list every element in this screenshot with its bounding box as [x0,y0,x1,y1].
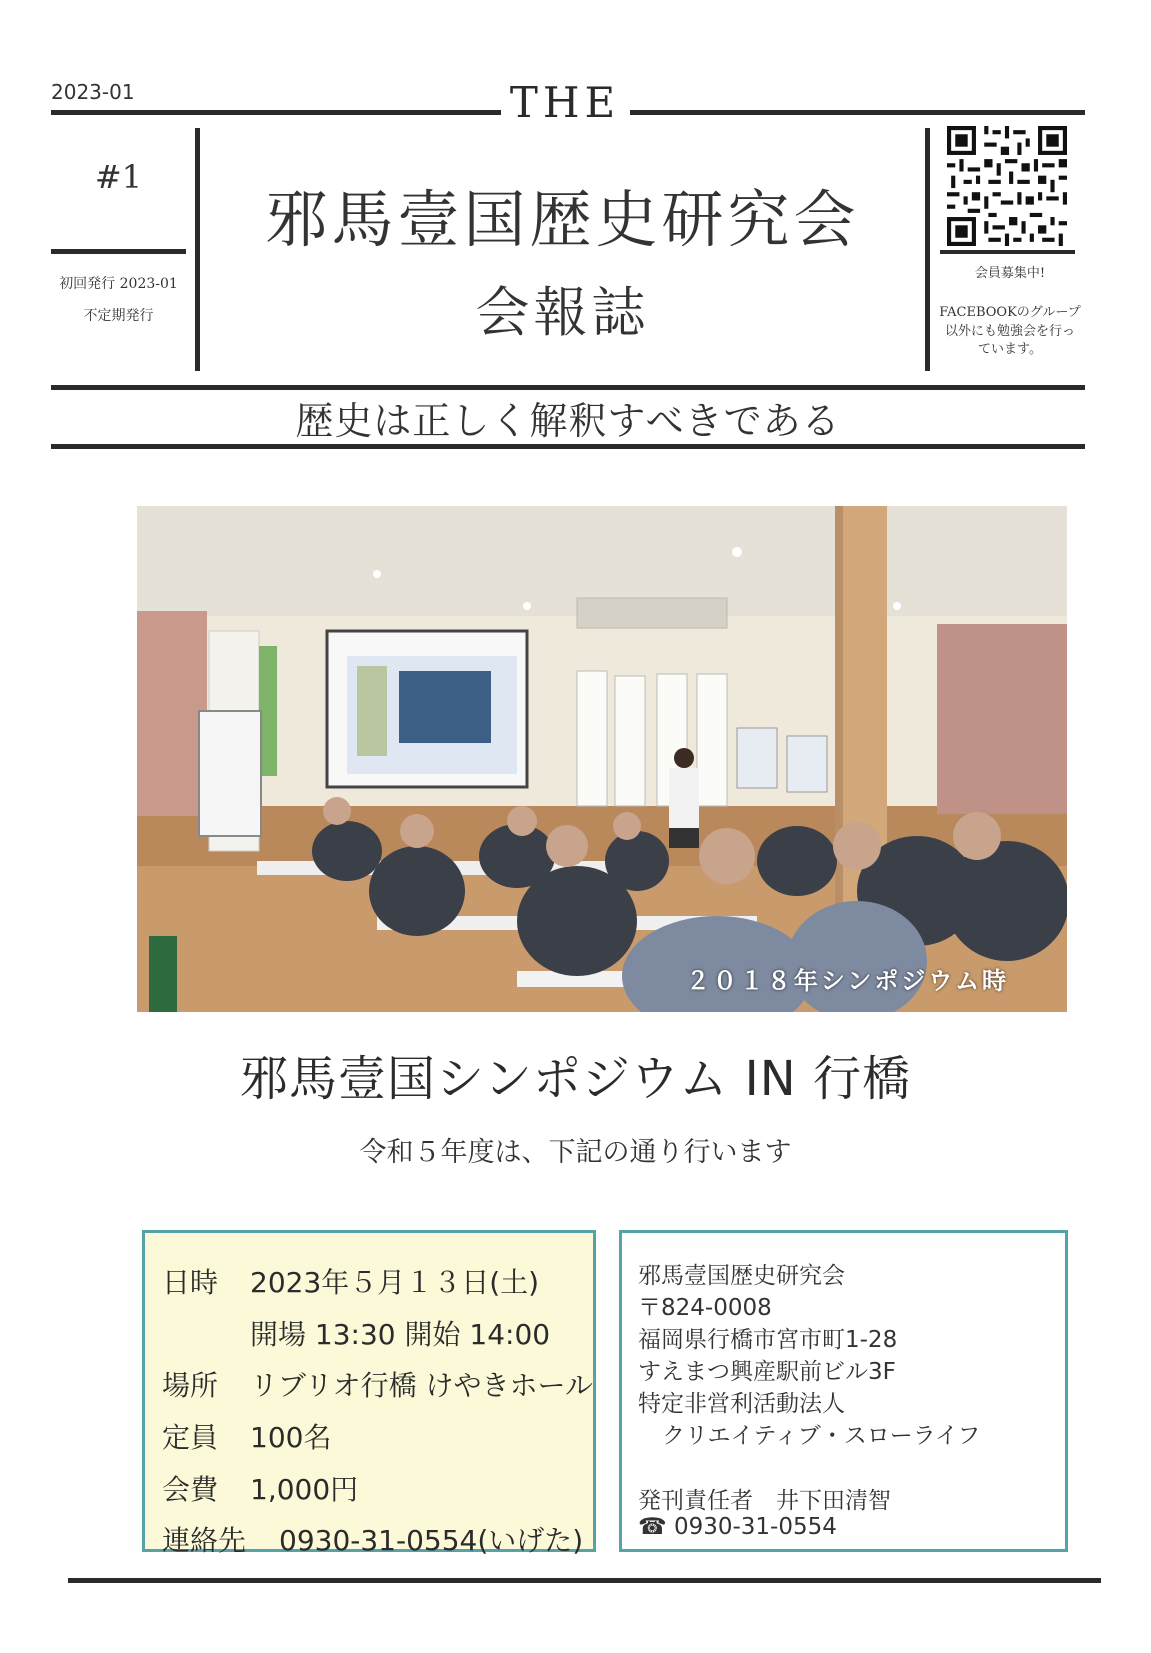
capacity-value: 100名 [250,1421,332,1454]
contact-address: 福岡県行橋市宮市町1-28 [638,1327,898,1353]
issue-number: #1 [94,158,143,196]
first-issue-date: 初回発行 2023-01 [59,276,178,292]
contact-label: 連絡先 [162,1524,247,1557]
motto-bottom-rule [51,444,1085,449]
fee-value: 1,000円 [250,1473,359,1506]
contact-org: 邪馬壹国歴史研究会 [638,1263,845,1289]
top-rule-left [51,110,501,115]
masthead-the: THE [509,78,621,127]
issue-date: 2023-01 [51,80,135,104]
capacity-row [162,1416,331,1456]
facebook-note [935,304,1085,360]
fee-row [162,1468,358,1508]
contact-phone: ☎ 0930-31-0554 [638,1514,837,1540]
facebook-note-line-3: ています。 [978,342,1042,357]
event-subtitle: 令和５年度は、下記の通り行います [359,1137,792,1168]
recruit-notice: 会員募集中! [974,266,1046,281]
symposium-photo-scene [137,506,1067,1012]
contact-value: 0930-31-0554(いげた) [279,1524,584,1557]
bulletin-title: 会報誌 [475,281,650,344]
date-label: 日時 [162,1266,219,1299]
facebook-note-line-2: 以外にも勉強会を行っ [944,323,1075,339]
bottom-rule [68,1578,1101,1583]
contact-building: すえまつ興産駅前ビル3F [638,1359,896,1385]
time-value: 開場 13:30 開始 14:00 [250,1318,551,1351]
venue-value: リブリオ行橋 けやきホール [250,1369,593,1402]
contact-npo: 特定非営利活動法人 [638,1391,845,1417]
qr-underline [940,250,1075,254]
top-rule-right [630,110,1085,115]
date-value: 2023年５月１３日(土) [250,1266,540,1299]
publication-frequency: 不定期発行 [83,308,154,324]
society-title: 邪馬壹国歴史研究会 [265,183,860,256]
qr-code-icon[interactable] [947,126,1067,246]
publisher-contact-box [619,1230,1068,1552]
facebook-note-line-1: FACEBOOKのグループ [939,305,1081,320]
motto: 歴史は正しく解釈すべきである [295,399,841,443]
right-vertical-rule [925,128,930,371]
capacity-label: 定員 [162,1421,219,1454]
symposium-photo [137,506,1067,1012]
photo-caption: ２０１８年シンポジウム時 [685,967,1009,995]
contact-editor: 発刊責任者 井下田清智 [638,1488,891,1514]
date-row [162,1261,539,1301]
venue-row [162,1364,593,1404]
contact-row [162,1519,583,1559]
contact-postal: 〒824-0008 [638,1295,772,1321]
contact-npo-name: クリエイティブ・スローライフ [662,1423,981,1449]
issue-divider [51,249,186,254]
event-title: 邪馬壹国シンポジウム IN 行橋 [240,1051,911,1107]
time-row [162,1313,550,1353]
fee-label: 会費 [162,1473,219,1506]
event-info-box [142,1230,596,1557]
venue-label: 場所 [162,1369,219,1402]
